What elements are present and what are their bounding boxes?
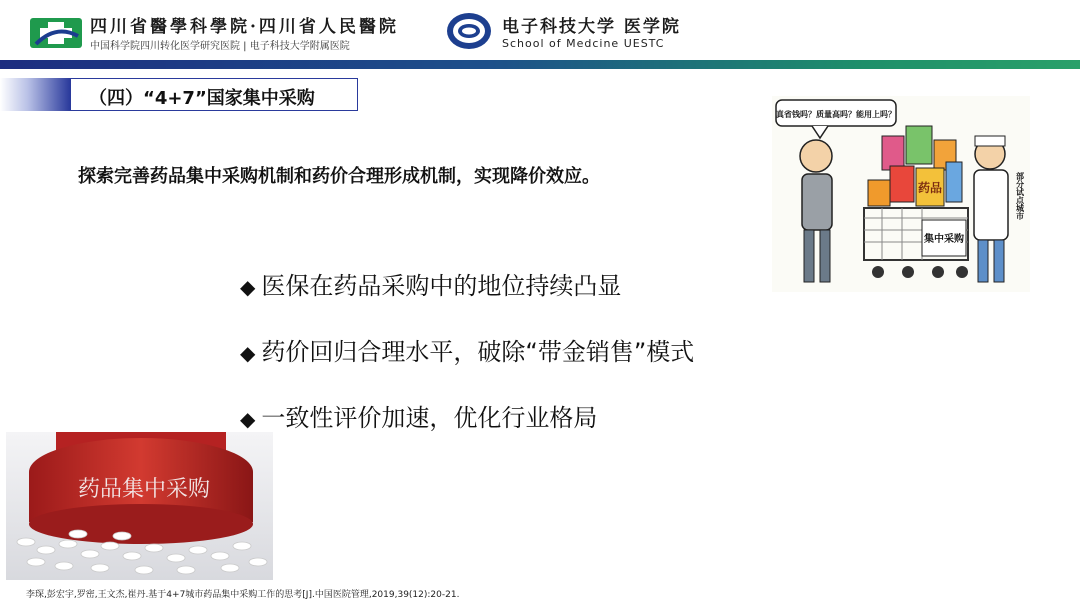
uestc-seal-logo	[445, 12, 493, 50]
side-label: 部分试点城市	[1015, 172, 1025, 220]
citation-text: 李琛,彭宏宇,罗密,王文杰,崔丹.基于4+7城市药品集中采购工作的思考[J].中国医院管理,2019,39(12):20-21.	[26, 590, 460, 600]
bullet-text: 医保在药品采购中的地位持续凸显	[261, 272, 622, 300]
diamond-bullet-icon: ◆	[240, 407, 256, 431]
cart-label: 集中采购	[924, 234, 964, 245]
box-label: 药品	[917, 181, 943, 195]
header-color-band	[0, 60, 1080, 69]
university-name: 电子科技大学 医学院	[502, 17, 681, 37]
pills-photo	[6, 432, 273, 580]
hospital-subtitle: 中国科学院四川转化医学研究医院 | 电子科技大学附属医院	[90, 41, 350, 52]
diamond-bullet-icon: ◆	[240, 275, 256, 299]
section-title: （四）“4+7”国家集中采购	[89, 88, 315, 109]
slide-header	[0, 0, 1080, 60]
bullet-item	[240, 398, 597, 433]
hospital-name: 四川省醫學科學院·四川省人民醫院	[90, 17, 399, 37]
bullet-item	[240, 266, 621, 301]
photo-caption: 药品集中采购	[77, 477, 211, 502]
intro-text: 探索完善药品集中采购机制和药价合理形成机制，实现降价效应。	[78, 166, 600, 187]
procurement-cartoon	[772, 96, 1030, 292]
bullet-text: 药价回归合理水平，破除“带金销售”模式	[261, 338, 695, 366]
bullet-item	[240, 332, 694, 367]
bullet-text: 一致性评价加速，优化行业格局	[261, 404, 598, 432]
university-subtitle: School of Medcine UESTC	[502, 37, 665, 50]
title-accent-bar	[0, 78, 70, 111]
cartoon-speech: 真省钱吗？质量高吗？能用上吗？	[776, 110, 896, 119]
hospital-cross-logo	[30, 14, 82, 50]
diamond-bullet-icon: ◆	[240, 341, 256, 365]
section-title-box	[70, 78, 358, 111]
